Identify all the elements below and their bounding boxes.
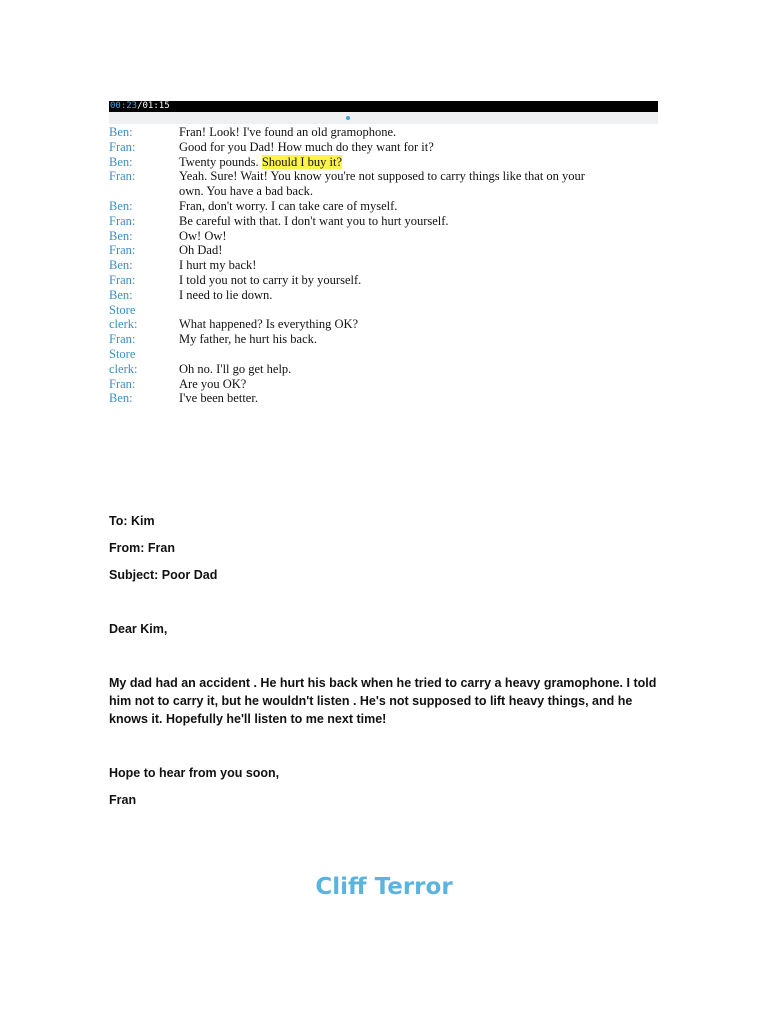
transcript-line [109,155,658,170]
dialogue-text [179,303,658,318]
total-time: 01:15 [142,101,170,111]
transcript-line [109,214,658,229]
dialogue-text-main: Ow! Ow! [179,228,227,243]
speaker-label: Ben: [109,391,133,406]
playhead-handle[interactable] [346,116,350,120]
transcript-line-continuation [109,184,658,199]
dialogue-text-main: Yeah. Sure! Wait! You know you're not supposed to carry things like that on your [179,169,585,184]
transcript-line [109,229,658,244]
transcript-line [109,273,658,288]
speaker-label: Fran: [109,139,136,154]
email-signature: Fran [109,793,137,807]
email-body: My dad had an accident . He hurt his back when he tried to carry a heavy gramophone. I told him not to carry it, but he wouldn't listen . He's not supposed to lift heavy things, and he knows it. Hopefully he'll listen to me next time! [109,676,657,726]
dialogue-text-main: I hurt my back! [179,258,257,273]
dialogue-text-main: What happened? Is everything OK? [179,317,359,332]
speaker-label: Fran: [109,272,136,287]
dialogue-text-main: Oh Dad! [179,243,223,258]
speaker-label: Ben: [109,228,133,243]
dialogue-text-main: Are you OK? [179,376,247,391]
speaker-spacer [109,184,179,199]
transcript-line [109,199,658,214]
transcript-line [109,332,658,347]
highlighted-text: Should I buy it? [261,154,343,169]
time-separator: / [137,101,143,111]
dialogue-text [179,391,658,406]
speaker-label: Ben: [109,154,133,169]
email-closing: Hope to hear from you soon, [109,766,280,780]
speaker-label: Fran: [109,243,136,258]
transcript-line [109,347,658,362]
dialogue-text [179,125,658,140]
email-from: From: Fran [109,541,175,555]
transcript-line [109,288,658,303]
transcript-line [109,303,658,318]
dialogue-text [179,169,658,184]
speaker-label: Ben: [109,125,133,139]
dialogue-text [179,155,658,170]
speaker-label: clerk: [109,317,138,332]
email-to: To: Kim [109,514,155,528]
email-subject: Subject: Poor Dad [109,568,218,582]
speaker-label: Ben: [109,198,133,213]
transcript-line [109,391,658,406]
dialogue-text-main: Be careful with that. I don't want you to hurt yourself. [179,213,449,228]
dialogue-text-continuation: own. You have a bad back. [179,184,314,199]
speaker-label: Fran: [109,169,136,184]
audio-player[interactable] [109,101,658,124]
transcript-line [109,317,658,332]
dialogue-text [179,243,658,258]
dialogue-text [179,288,658,303]
speaker-label: Fran: [109,376,136,391]
transcript-line [109,125,658,140]
speaker-label: Fran: [109,213,136,228]
progress-track[interactable] [109,112,658,124]
section-title: Cliff Terror [315,874,453,900]
speaker-label: clerk: [109,361,138,376]
dialogue-text-main: Twenty pounds. [179,154,262,169]
dialogue-text [179,347,658,362]
speaker-label: Fran: [109,332,136,347]
transcript-line [109,169,658,184]
speaker-label: Store [109,346,136,361]
dialogue-text-main: I told you not to carry it by yourself. [179,272,362,287]
dialogue-text-main: Good for you Dad! How much do they want for it? [179,139,434,154]
dialogue-text-main: Fran, don't worry. I can take care of myself. [179,198,398,213]
speaker-label: Ben: [109,287,133,302]
current-time: 00:23 [110,101,138,111]
player-time-bar [109,101,658,112]
dialogue-text-main: Fran! Look! I've found an old gramophone. [179,125,397,139]
transcript-line [109,140,658,155]
dialogue-text-main: I've been better. [179,391,258,406]
transcript-line [109,258,658,273]
dialogue-text [179,229,658,244]
dialogue-text-main: My father, he hurt his back. [179,332,318,347]
dialogue-text-main: Oh no. I'll go get help. [179,361,292,376]
dialogue-text [179,317,658,332]
dialogue-text [179,273,658,288]
dialogue-transcript [109,125,658,406]
transcript-line [109,243,658,258]
dialogue-text-main: I need to lie down. [179,287,273,302]
speaker-label: Ben: [109,258,133,273]
dialogue-text [179,362,658,377]
transcript-line [109,377,658,392]
speaker-label: Store [109,302,136,317]
dialogue-text [179,258,658,273]
dialogue-text [179,332,658,347]
dialogue-text [179,377,658,392]
transcript-line [109,362,658,377]
dialogue-text [179,140,658,155]
email-greeting: Dear Kim, [109,622,168,636]
dialogue-text [179,214,658,229]
email-letter [109,512,661,809]
dialogue-text [179,199,658,214]
